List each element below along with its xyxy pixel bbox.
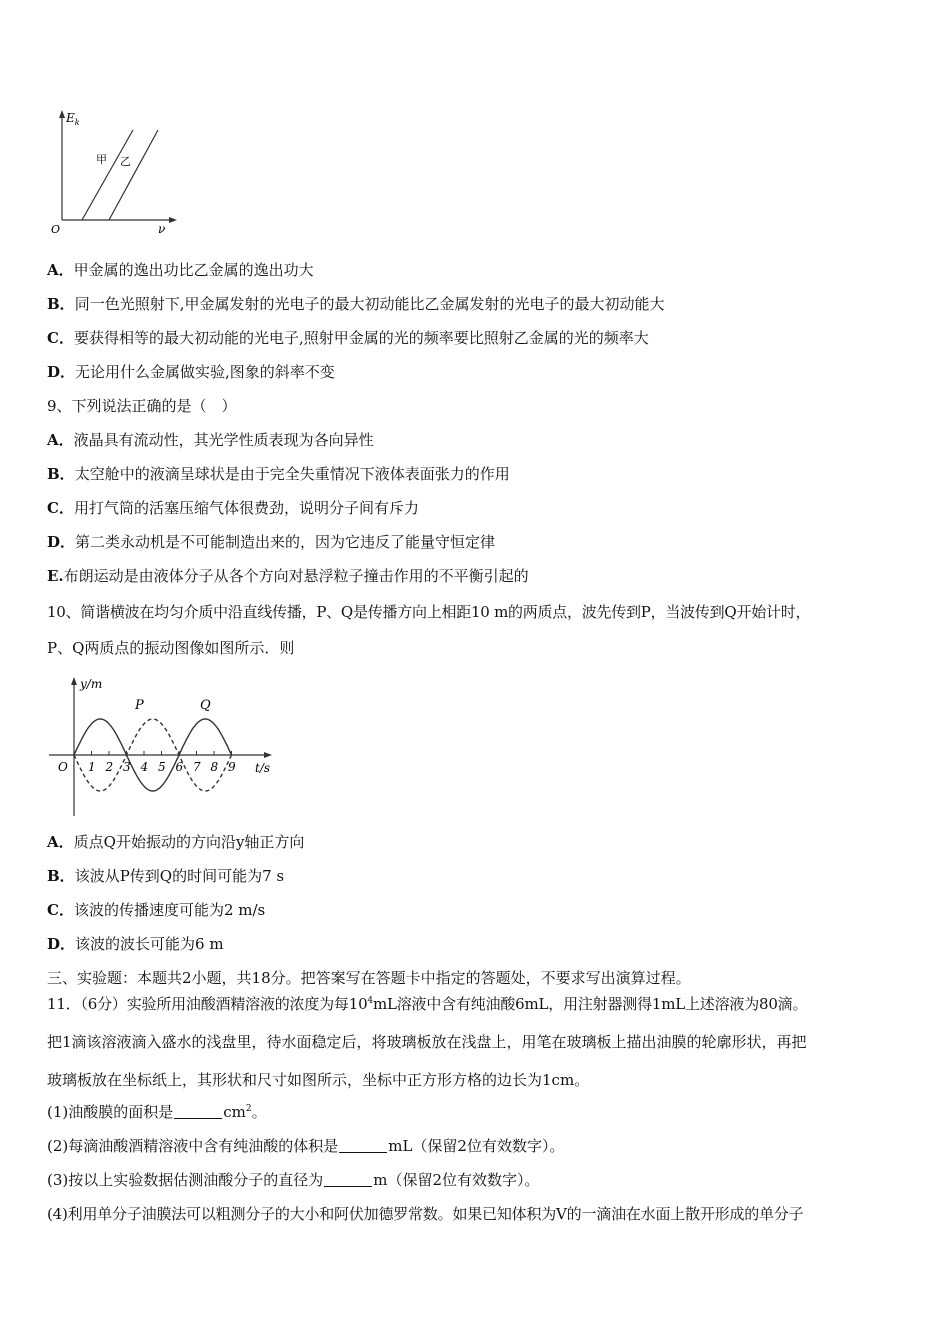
line-label-jia: 甲 <box>96 153 107 166</box>
q10-option-d: D．该波的波长可能为6 m <box>47 935 224 953</box>
x-axis-arrow <box>169 217 177 223</box>
section3-heading: 三、实验题：本题共2小题，共18分。把答案写在答题卡中指定的答题处，不要求写出演算过程。 <box>47 969 691 987</box>
q8-option-c: C．要获得相等的最大初动能的光电子,照射甲金属的光的频率要比照射乙金属的光的频率大 <box>47 329 649 347</box>
x-axis-label: t/s <box>255 761 271 775</box>
q11-line1: 11．（6分）实验所用油酸酒精溶液的浓度为每$10^4mL$溶液中含有纯油酸6mL，用注射器测得1mL上述溶液为80滴。 <box>47 995 808 1013</box>
answer-blank-3[interactable] <box>324 1172 372 1187</box>
q11-line2: 把1滴该溶液滴入盛水的浅盘里，待水面稳定后，将玻璃板放在浅盘上，用笔在玻璃板上描出油膜的轮廓形状，再把 <box>47 1033 807 1051</box>
q11-sub1: (1)油酸膜的面积是 $cm^2$。 <box>47 1103 267 1121</box>
q10-option-b: B．该波从P传到Q的时间可能为7 s <box>47 867 285 885</box>
x-axis-label: ν <box>158 222 166 236</box>
q9-stem: 9、下列说法正确的是（ ） <box>47 397 237 415</box>
q9-option-d: D．第二类永动机是不可能制造出来的，因为它违反了能量守恒定律 <box>47 533 496 551</box>
line-label-yi: 乙 <box>120 155 131 168</box>
q10-option-c: C．该波的传播速度可能为2 m/s <box>47 901 266 919</box>
photoelectric-graph <box>50 108 180 236</box>
answer-blank-1[interactable] <box>174 1104 222 1119</box>
q10-stem-line1: 10、简谐横波在均匀介质中沿直线传播，P、Q是传播方向上相距10 m的两质点，波先传到P，当波传到Q开始计时， <box>47 603 811 621</box>
x-tick-label: 1 <box>88 760 96 774</box>
origin-label: O <box>58 760 68 774</box>
x-tick-label: 7 <box>193 760 201 774</box>
answer-blank-2[interactable] <box>339 1138 387 1153</box>
x-tick-label: 9 <box>228 760 236 774</box>
q10-option-a: A．质点Q开始振动的方向沿y轴正方向 <box>47 833 305 851</box>
q8-option-d: D．无论用什么金属做实验,图象的斜率不变 <box>47 363 335 381</box>
q11-sub2: (2)每滴油酸酒精溶液中含有纯油酸的体积是 mL（保留2位有效数字）。 <box>47 1137 565 1155</box>
q9-option-b: B．太空舱中的液滴呈球状是由于完全失重情况下液体表面张力的作用 <box>47 465 510 483</box>
q11-sub3: (3)按以上实验数据估测油酸分子的直径为 m（保留2位有效数字）。 <box>47 1171 540 1189</box>
x-tick-label: 3 <box>123 760 131 774</box>
line-jia <box>82 130 133 220</box>
y-axis-arrow <box>59 110 65 118</box>
q9-option-c: C．用打气筒的活塞压缩气体很费劲，说明分子间有斥力 <box>47 499 419 517</box>
tick-labels <box>88 760 236 774</box>
x-tick-label: 4 <box>140 760 149 774</box>
q8-option-a: A．甲金属的逸出功比乙金属的逸出功大 <box>47 261 314 279</box>
vibration-graph <box>45 674 280 822</box>
x-tick-label: 5 <box>158 760 166 774</box>
q9-option-e: E.布朗运动是由液体分子从各个方向对悬浮粒子撞击作用的不平衡引起的 <box>47 567 529 585</box>
y-axis-arrow <box>71 677 77 685</box>
curve-label-q: Q <box>200 698 211 713</box>
x-tick-label: 6 <box>175 760 184 774</box>
origin-label: O <box>51 223 61 236</box>
q9-option-a: A．液晶具有流动性，其光学性质表现为各向异性 <box>47 431 374 449</box>
x-tick-label: 8 <box>210 760 219 774</box>
q10-stem-line2: P、Q两质点的振动图像如图所示．则 <box>47 639 295 657</box>
y-axis-label: $E_k$ <box>66 111 80 127</box>
curve-label-p: P <box>135 698 144 713</box>
q11-line3: 玻璃板放在坐标纸上，其形状和尺寸如图所示，坐标中正方形方格的边长为1cm。 <box>47 1071 590 1089</box>
x-tick-label: 2 <box>105 760 114 774</box>
line-yi <box>109 130 158 220</box>
x-axis-arrow <box>264 752 272 758</box>
q11-sub4: (4)利用单分子油膜法可以粗测分子的大小和阿伏加德罗常数。如果已知体积为V的一滴油在水面上散开形成的单分子 <box>47 1205 804 1223</box>
q8-option-b: B．同一色光照射下,甲金属发射的光电子的最大初动能比乙金属发射的光电子的最大初动能大 <box>47 295 665 313</box>
y-axis-label: y/m <box>80 677 103 691</box>
